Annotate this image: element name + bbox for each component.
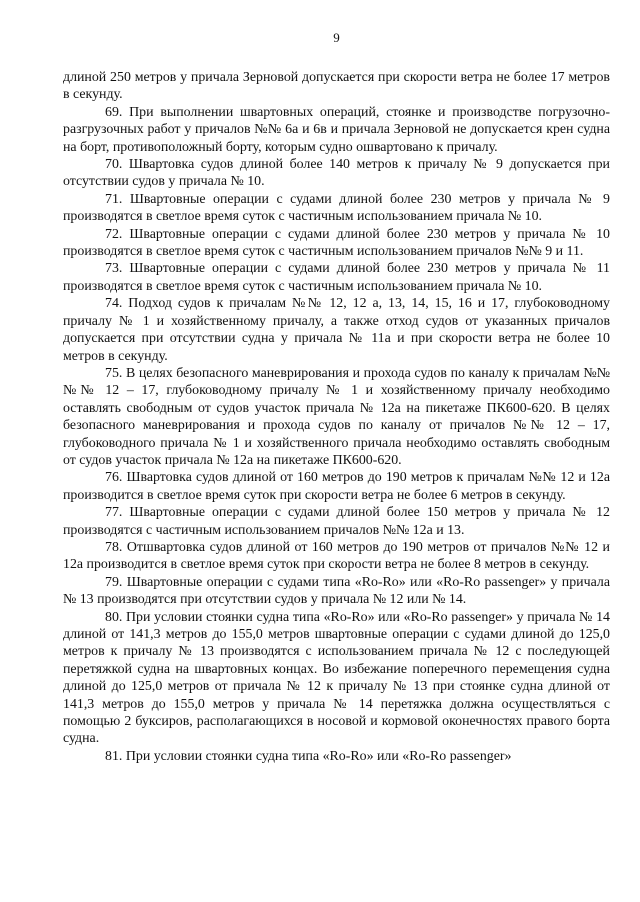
paragraph-72: 72. Швартовные операции с судами длиной более 230 метров у причала № 10 производятся в светлое время суток с частичным использованием причалов №№ 9 и 11. — [63, 226, 610, 260]
paragraph-73: 73. Швартовные операции с судами длиной более 230 метров у причала № 11 производятся в светлое время суток с частичным использованием причала № 10. — [63, 261, 610, 294]
paragraph-70: 70. Швартовка судов длиной более 140 метров к причалу № 9 допускается при отсутствии судов у причала № 10. — [63, 157, 610, 190]
paragraph-78: 78. Отшвартовка судов длиной от 160 метров до 190 метров от причалов №№ 12 и 12а производится в светлое время суток при скорости ветра не более 8 метров в секунду. — [63, 539, 610, 573]
page-number: 9 — [333, 30, 340, 45]
paragraph-69: 69. При выполнении швартовных операций, стоянке и производстве погрузочно-разгрузочных работ у причалов №№ 6а и 6в и причала Зерновой не допускается крен судна на борт, противоположный борту, которым судно ошвартовано к причалу. — [63, 104, 610, 155]
paragraph-continuation: длиной 250 метров у причала Зерновой допускается при скорости ветра не более 17 метров в секунду. — [63, 70, 610, 103]
paragraph-79: 79. Швартовные операции с судами типа «Ro-Ro» или «Ro-Ro passenger» у причала № 13 производятся при отсутствии судов у причала № 12 или № 14. — [63, 574, 610, 608]
paragraph-80: 80. При условии стоянки судна типа «Ro-Ro» или «Ro-Ro passenger» у причала № 14 длиной от 141,3 метров до 155,0 метров швартовные операции с судами длиной до 125,0 метров к причалу № 13 производятся с использованием причала № 12 с последующей перетяжкой судна на швартовных концах. Во избежание поперечного перемещения судна длиной до 125,0 метров от причала № 12 к причалу № 13 при стоянке судна длиной от 141,3 метров до 155,0 метров у причала № 14 перетяжка должна осуществляться с помощью 2 буксиров, располагающихся в носовой и кормовой оконечностях правого борта судна. — [63, 609, 610, 747]
paragraph-74: 74. Подход судов к причалам №№ 12, 12 а, 13, 14, 15, 16 и 17, глубоководному причалу № 1 и хозяйственному причалу, а также отход судов от указанных причалов допускается при отсутствии судна у причала № 11а и при скорости ветра не более 10 метров в секунду. — [63, 296, 610, 364]
paragraph-76: 76. Швартовка судов длиной от 160 метров до 190 метров к причалам №№ 12 и 12а производится в светлое время суток при скорости ветра не более 6 метров в секунду. — [63, 470, 610, 503]
paragraph-77: 77. Швартовные операции с судами длиной более 150 метров у причала № 12 производятся с частичным использованием причалов №№ 12а и 13. — [63, 505, 610, 538]
paragraph-75: 75. В целях безопасного маневрирования и прохода судов по каналу к причалам №№ №№ 12 – 17, глубоководному причалу № 1 и хозяйственному причалу необходимо оставлять свободным от судов участок причала № 12а на пикетаже ПК600-620. В целях безопасного маневрирования и прохода судов по каналу от причалов №№ 12 – 17, глубоководного причала № 1 и хозяйственного причала необходимо оставлять свободным от судов участок причала № 12а на пикетаже ПК600-620. — [63, 365, 610, 468]
paragraph-81: 81. При условии стоянки судна типа «Ro-Ro» или «Ro-Ro passenger» — [105, 748, 512, 764]
paragraph-71: 71. Швартовные операции с судами длиной более 230 метров у причала № 9 производятся в светлое время суток с частичным использованием причала № 10. — [63, 191, 610, 225]
